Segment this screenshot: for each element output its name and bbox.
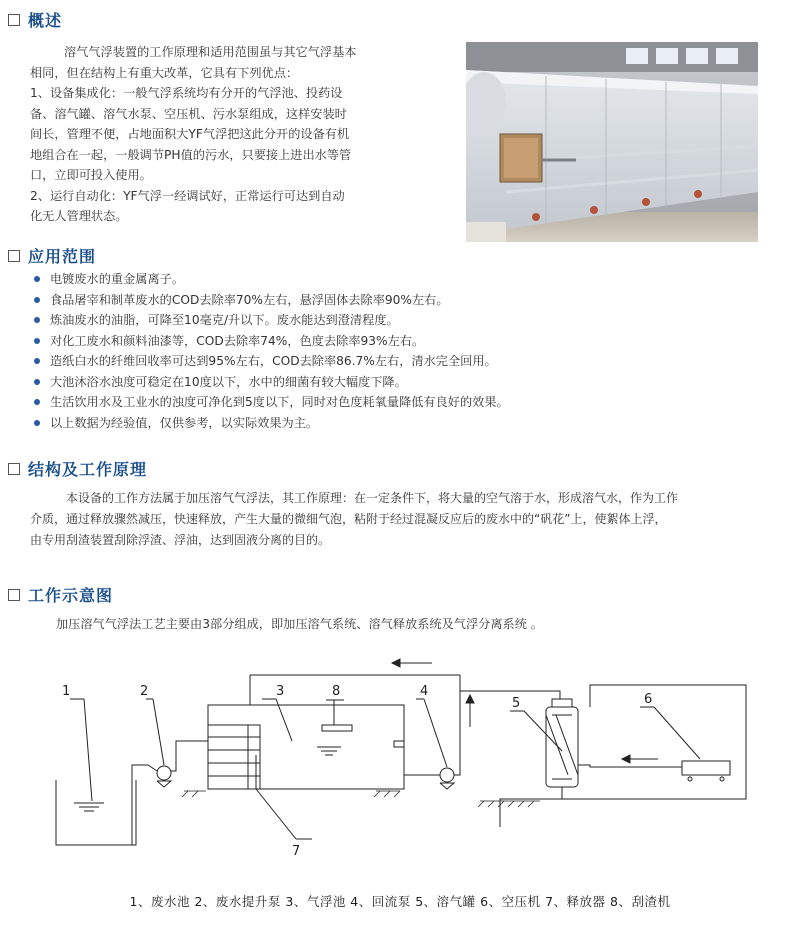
section-checkbox-icon <box>8 14 20 26</box>
overview-line: 化无人管理状态。 <box>30 209 128 223</box>
section-header-overview <box>8 8 62 31</box>
diagram-intro: 加压溶气气浮法工艺主要由3部分组成，即加压溶气系统、溶气释放系统及气浮分离系统 。 <box>56 617 543 631</box>
list-item-text: 大池沐浴水浊度可稳定在10度以下，水中的细菌有较大幅度下降。 <box>50 374 407 389</box>
list-item-text: 炼油废水的油脂，可降至10毫克/升以下。废水能达到澄清程度。 <box>50 313 399 327</box>
overview-line: 间长，管理不便，占地面积大YF气浮把这此分开的设备有机 <box>30 127 350 141</box>
air-compressor-shape <box>682 761 730 775</box>
list-item <box>34 372 509 393</box>
diagram-label-4: 4 <box>420 684 429 699</box>
bullet-icon <box>34 379 40 385</box>
list-item <box>34 269 509 290</box>
list-item <box>34 310 509 331</box>
flotation-unit-illustration <box>466 42 758 242</box>
scraper-shape <box>322 725 352 731</box>
list-item <box>34 351 509 372</box>
section-header-structure <box>8 457 147 480</box>
section-header-diagram <box>8 583 113 606</box>
list-item <box>34 290 509 311</box>
list-item-text: 电镀废水的重金属离子。 <box>50 272 185 286</box>
lift-pump-shape <box>157 766 171 780</box>
section-header-application <box>8 244 96 267</box>
diagram-label-5: 5 <box>512 696 521 711</box>
list-item-text: 造纸白水的纤维回收率可达到95%左右，COD去除率86.7%左右，清水完全回用。 <box>50 354 497 368</box>
recycle-pump-shape <box>440 768 454 782</box>
diagram-label-7: 7 <box>292 844 301 859</box>
overview-line: 备、溶气罐、溶气水泵、空压机、污水泵组成，这样安装时 <box>30 106 347 121</box>
overview-text <box>30 42 460 227</box>
structure-line: 介质，通过释放骤然减压，快速释放，产生大量的微细气泡，粘附于经过混凝反应后的废水中的“矾花”上，使絮体上浮， <box>30 512 667 526</box>
structure-text <box>30 488 795 551</box>
diagram-label-1: 1 <box>62 684 71 699</box>
section-checkbox-icon <box>8 463 20 475</box>
list-item <box>34 331 509 352</box>
section-title-overview: 概述 <box>28 11 63 30</box>
section-title-application: 应用范围 <box>28 247 97 266</box>
bullet-icon <box>34 399 40 405</box>
section-title-structure: 结构及工作原理 <box>28 460 148 479</box>
section-checkbox-icon <box>8 589 20 601</box>
product-photo <box>466 42 758 242</box>
bullet-icon <box>34 317 40 323</box>
overview-line: 溶气气浮装置的工作原理和适用范围虽与其它气浮基本 <box>64 45 357 59</box>
structure-line: 本设备的工作方法属于加压溶气气浮法，其工作原理：在一定条件下，将大量的空气溶于水，形成溶气水，作为工作 <box>66 491 679 505</box>
overview-line: 地组合在一起，一般调节PH值的污水，只要接上进出水等管 <box>30 147 352 162</box>
wastewater-tank-shape <box>56 780 136 845</box>
list-item <box>34 413 509 434</box>
bullet-icon <box>34 276 40 282</box>
application-list <box>34 269 509 433</box>
process-flow-diagram <box>0 655 800 880</box>
section-checkbox-icon <box>8 250 20 262</box>
list-item-text: 生活饮用水及工业水的浊度可净化到5度以下，同时对色度耗氧量降低有良好的效果。 <box>50 395 509 409</box>
overview-line: 1、设备集成化：一般气浮系统均有分开的气浮池、投药设 <box>30 86 343 100</box>
bullet-icon <box>34 297 40 303</box>
structure-line: 由专用刮渣装置刮除浮渣、浮油，达到固液分离的目的。 <box>30 533 331 547</box>
list-item-text: 以上数据为经验值，仅供参考，以实际效果为主。 <box>50 415 319 430</box>
list-item-text: 食品屠宰和制革废水的COD去除率70%左右，悬浮固体去除率90%左右。 <box>50 292 449 307</box>
list-item-text: 对化工废水和颜料油漆等，COD去除率74%，色度去除率93%左右。 <box>50 333 425 348</box>
diagram-legend: 1、废水池 2、废水提升泵 3、气浮池 4、回流泵 5、溶气罐 6、空压机 7、释放器 8、刮渣机 <box>129 894 671 909</box>
section-title-diagram: 工作示意图 <box>28 586 114 605</box>
bullet-icon <box>34 420 40 426</box>
diagram-label-2: 2 <box>140 684 149 699</box>
bullet-icon <box>34 358 40 364</box>
air-vessel-shape <box>546 707 578 787</box>
list-item <box>34 392 509 413</box>
diagram-label-3: 3 <box>276 684 285 699</box>
diagram-label-8: 8 <box>332 684 341 699</box>
overview-line: 相同，但在结构上有重大改革，它具有下列优点： <box>30 65 299 80</box>
overview-line: 2、运行自动化：YF气浮一经调试好，正常运行可达到自动 <box>30 188 345 203</box>
bullet-icon <box>34 338 40 344</box>
overview-line: 口，立即可投入使用。 <box>30 168 152 182</box>
diagram-label-6: 6 <box>644 692 653 707</box>
